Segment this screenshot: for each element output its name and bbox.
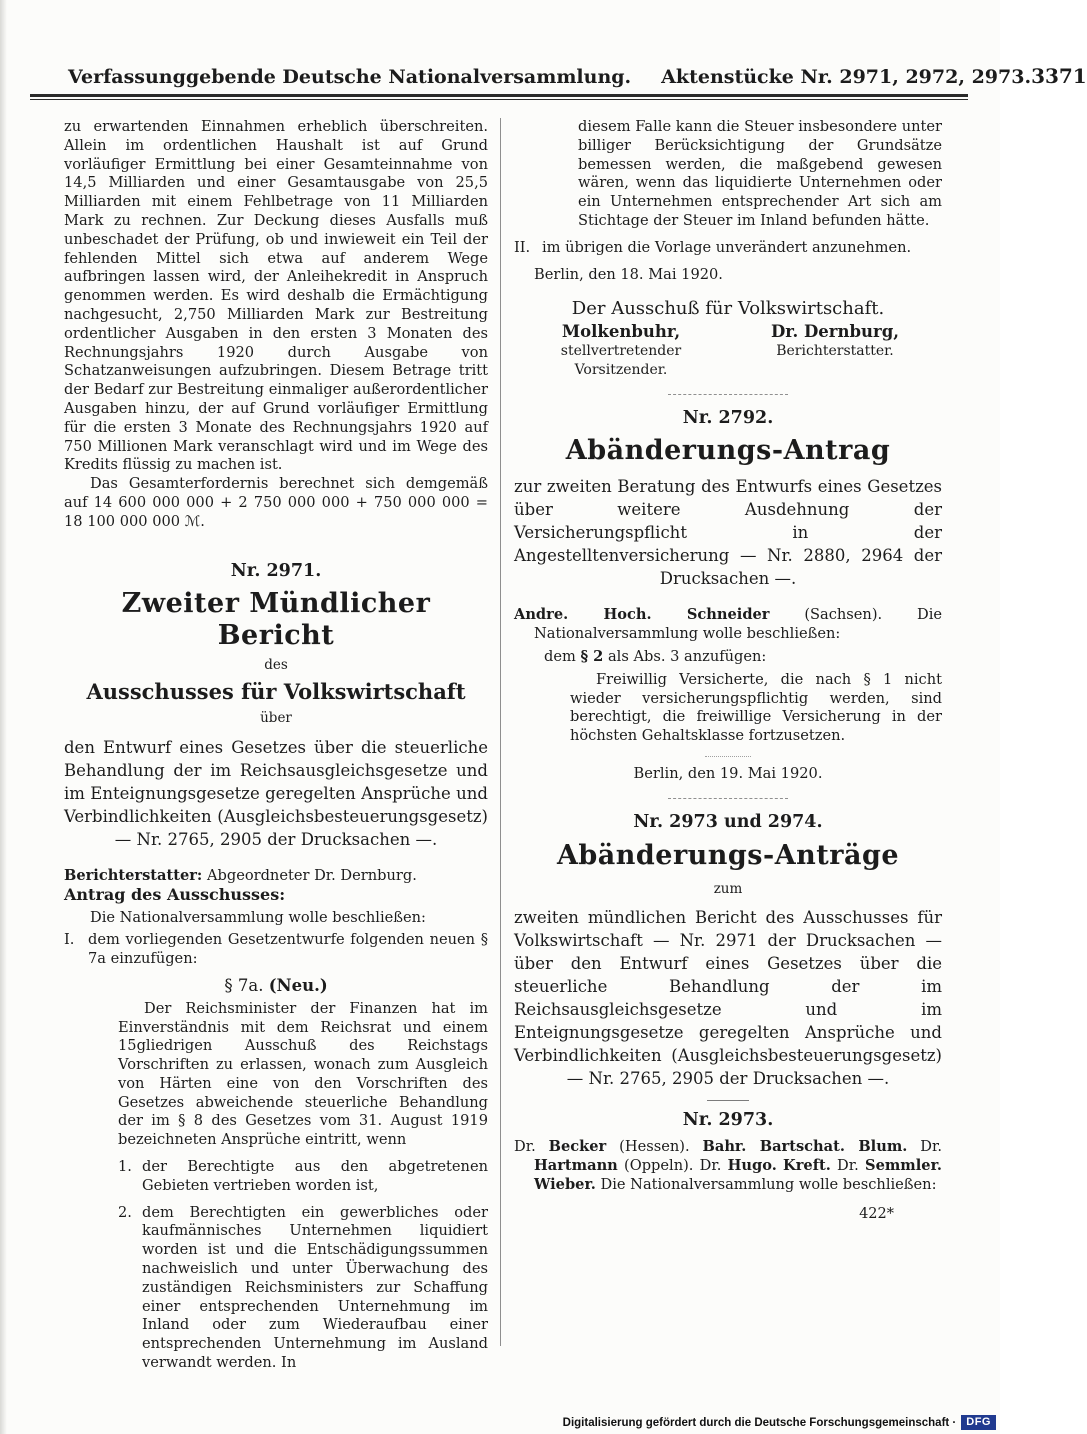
movers-2973: Dr. Becker (Hessen). Bahr. Bartschat. Blum. Dr. Hartmann (Oppeln). Dr. Hugo. Kreft. Dr. Semmler. Wieber. Die Nationalversammlung wolle beschließen: [514,1138,942,1193]
numbered-item-2-text: dem Berechtigten ein gewerbliches oder kaufmännisches Unternehmen liquidiert worden ist und die Entschädigungssummen nachweislich und unter Überwachung des zuständigen Reichsministers zur Schaffung einer entsprechenden Unternehmung im Inland oder zum Wiederaufbau einer entsprechenden Unternehmung im Ausland verwandt werden. In [142,1203,488,1372]
assembly-title: Verfassunggebende Deutsche Nationalversammlung. [68,66,632,88]
para-7a-block [64,1000,488,1373]
docs-label: Aktenstücke Nr. 2971, 2972, 2973. [661,66,1032,88]
committee-signature-line: Der Ausschuß für Volkswirtschaft. [571,298,885,320]
amendment-text-2792: Freiwillig Versicherte, die nach § 1 nicht wieder versicherungspflichtig werden, sind berechtigt, die freiwillige Versicherung in der höchsten Gehaltsklasse fortzusetzen. [570,670,942,745]
running-head [30,64,1087,88]
movers-2792: Andre. Hoch. Schneider (Sachsen). Die Nationalversammlung wolle beschließen: [514,606,942,643]
digitization-footer [563,1415,996,1430]
numbered-item-2-number: 2. [118,1203,132,1221]
roman-item-1-text: dem vorliegenden Gesetzentwurfe folgenden neuen § 7a einzufügen: [88,931,488,968]
para-7a-text: Der Reichsminister der Finanzen hat im Einverständnis mit dem Reichsrat und einem 15gliedrigen Ausschuß des Reichstags Vorschriften zu erlassen, wonach zum Ausgleich von Härten eine von den Vorschriften des Gesetzes abweichende steuerliche Behandlung der im § 8 des Gesetzes vom 31. August 1919 bezeichneten Ansprüche eintritt, wenn [118,999,488,1149]
total-requirement-paragraph: Das Gesamterfordernis berechnet sich demgemäß auf 14 600 000 000 + 2 750 000 000 + 750 000 000 = 18 100 000 000 ℳ. [64,475,488,530]
section-separator-2 [668,798,788,799]
page-header [30,64,1087,100]
section-separator-1 [668,394,788,395]
right-column [500,118,942,1373]
amendment-title-2792: Abänderungs-Antrag [565,435,891,467]
word-zum: zum [713,880,743,897]
catchword: 422* [859,1205,894,1222]
header-rule-thin [30,99,968,100]
word-ueber: über [260,710,292,727]
committee-title: Ausschusses für Volkswirtschaft [86,679,466,705]
numbered-item-1 [118,1158,488,1196]
left-column [64,118,500,1373]
section-number-2792: Nr. 2792. [682,407,774,428]
amendments-title-2973-2974: Abänderungs-Anträge [556,839,900,871]
date-line-18-mai: Berlin, den 18. Mai 1920. [534,265,723,283]
rapporteur-line [64,867,488,886]
page-number: 3371 [1031,64,1087,88]
dfg-logo: DFG [961,1415,996,1430]
signature-right [728,323,942,379]
small-separator [705,756,751,757]
two-column-body [64,118,942,1373]
report-subject: den Entwurf eines Gesetzes über die steuerliche Behandlung der im Reichsausgleichsgesetze und im Enteignungsgesetze geregelten Ansprüche und Verbindlichkeiten (Ausgleichsbesteuerungsgesetz) — Nr. 2765, 2905 der Drucksachen —. [64,737,488,849]
report-title: Zweiter Mündlicher Bericht [121,588,431,652]
word-des: des [264,657,288,674]
signature-left [514,323,728,379]
budget-paragraph: zu erwartenden Einnahmen erheblich überschreiten. Allein im ordentlichen Haushalt ist auf Grund vorläufiger Ermittlung bei einer Gesamteinnahme von 14,5 Milliarden und einer Gesamtausgabe von 25,5 Milliarden mit einem Fehlbetrage von 11 Milliarden Mark zu rechnen. Zur Deckung dieses Ausfalls muß unbeschadet der Prüfung, ob und inwieweit ein Teil der fehlenden Mittel sich etwa auf anderem Wege aufbringen lassen wird, der Anleihekredit in Anspruch genommen werden. Es wird deshalb die Ermächtigung nachgesucht, 2,750 Milliarden Mark zur Bestreitung ordentlicher Ausgaben in den ersten 3 Monaten des Rechnungsjahrs 1920 durch Ausgabe von Schatzanweisungen aufzubringen. Diesem Betrage tritt der Bedarf zur Bestreitung einmaliger außerordentlicher Ausgaben hinzu, der auf Grund vorläufiger Ermittlung für die ersten 3 Monate des Rechnungsjahrs 1920 auf 750 Millionen Mark veranschlagt wird und im Wege des Kredits flüssig zu machen ist. [64,118,488,474]
short-rule [707,1100,749,1101]
para-7a-label: § 7a. [224,975,264,995]
column-divider [500,118,501,1346]
numbered-item-1-number: 1. [118,1158,132,1176]
para-7a-new-tag: (Neu.) [268,975,328,995]
amendment-subject-2792: zur zweiten Beratung des Entwurfs eines Gesetzes über weitere Ausdehnung der Versicherungspflicht in der Angestelltenversicherung — Nr. 2880, 2964 der Drucksachen —. [514,477,942,589]
numbered-item-2 [118,1204,488,1373]
roman-item-2-number: II. [514,238,531,256]
digitization-note: Digitalisierung gefördert durch die Deutsche Forschungsgemeinschaft · [562,1416,957,1429]
numbered-item-1-text: der Berechtigte aus den abgetretenen Gebieten vertrieben worden ist, [142,1158,488,1194]
para-7a-heading [64,977,488,996]
roman-item-2-text: im übrigen die Vorlage unverändert anzunehmen. [542,238,912,256]
section-number-2971: Nr. 2971. [230,560,322,581]
roman-item-1 [64,931,488,969]
motion-heading: Antrag des Ausschusses: [64,884,286,904]
scan-edge-shadow [0,0,7,1434]
signature-right-name: Dr. Dernburg, [771,322,899,342]
rapporteur-label: Berichterstatter: [64,866,203,884]
header-rule-thick [30,94,968,97]
signature-right-role: Berichterstatter. [776,342,894,359]
resolution-intro: Die Nationalversammlung wolle beschließen: [90,908,426,926]
amendment-item-2792: dem § 2 als Abs. 3 anzufügen: [544,647,767,665]
signature-left-role: stellvertretender Vorsitzender. [560,342,682,378]
section-number-2973-2974: Nr. 2973 und 2974. [633,811,823,832]
continuation-paragraph: diesem Falle kann die Steuer insbesondere unter billiger Berücksichtigung der Grundsätze bemessen werden, die maßgebend gewesen wären, wenn das liquidierte Unternehmen oder ein Unternehmen entsprechender Art sich am Stichtage der Steuer im Inland befunden hätte. [578,118,942,229]
date-line-19-mai: Berlin, den 19. Mai 1920. [633,764,823,782]
roman-item-1-number: I. [64,931,75,949]
amendments-subject-2973-2974: zweiten mündlichen Bericht des Ausschusses für Volkswirtschaft — Nr. 2971 der Drucksachen — über den Entwurf eines Gesetzes über die steuerliche Behandlung der im Reichsausgleichsgesetze und im Enteignungsgesetze geregelten Ansprüche und Verbindlichkeiten (Ausgleichsbesteuerungsgesetz) — Nr. 2765, 2905 der Drucksachen —. [514,908,942,1089]
rapporteur-value: Abgeordneter Dr. Dernburg. [206,866,417,884]
section-number-2973: Nr. 2973. [682,1110,774,1131]
roman-item-2 [514,239,942,258]
signature-left-name: Molkenbuhr, [561,322,681,342]
signature-block [514,323,942,379]
